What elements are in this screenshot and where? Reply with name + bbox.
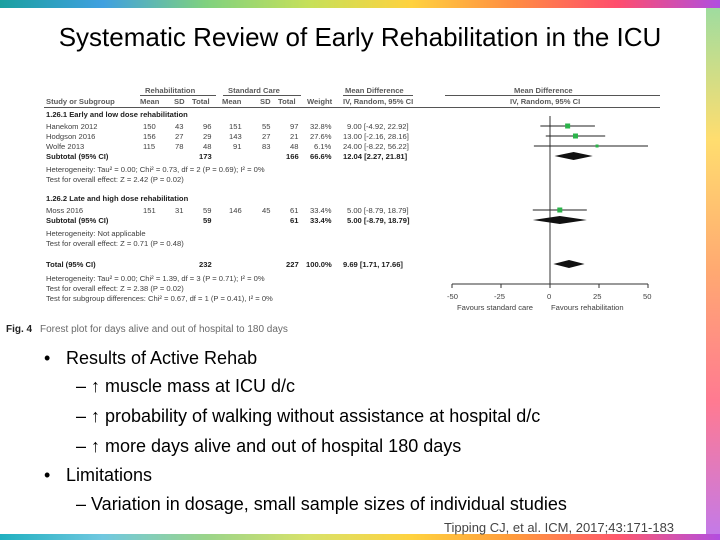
study-sd-std: 27	[262, 132, 271, 141]
subtotal-weight: 33.4%	[310, 216, 332, 225]
bullet-text: Limitations	[66, 465, 153, 485]
study-ci: 5.00 [-8.79, 18.79]	[347, 206, 409, 215]
study-ci: 9.00 [-4.92, 22.92]	[347, 122, 409, 131]
citation: Tipping CJ, et al. ICM, 2017;43:171-183	[444, 520, 675, 535]
sub-bullet-item: – ↑ muscle mass at ICU d/c	[76, 376, 296, 396]
study-sd-std: 45	[262, 206, 271, 215]
subgroup-label: 1.26.2 Late and high dose rehabilitation	[46, 194, 189, 203]
slide-title: Systematic Review of Early Rehabilitation in the ICU	[58, 22, 662, 52]
study-point	[565, 124, 570, 129]
study-n-rehab: 29	[203, 132, 212, 141]
col-total-rehab: Total	[192, 97, 210, 106]
subtotal-label: Subtotal (95% CI)	[46, 152, 109, 161]
pooled-diamond	[533, 216, 587, 224]
study-name: Hodgson 2016	[46, 132, 96, 141]
study-n-rehab: 48	[203, 142, 212, 151]
col-study: Study or Subgroup	[46, 97, 115, 106]
col-mean-rehab: Mean	[140, 97, 160, 106]
total-label: Total (95% CI)	[46, 260, 96, 269]
subtotal-label: Subtotal (95% CI)	[46, 216, 109, 225]
header-standard-care: Standard Care	[228, 86, 280, 95]
bullet-item	[44, 348, 257, 369]
pooled-diamond	[553, 260, 584, 268]
col-ci: IV, Random, 95% CI	[343, 97, 414, 106]
study-weight: 33.4%	[310, 206, 332, 215]
study-weight: 6.1%	[314, 142, 332, 151]
study-mean-rehab: 150	[143, 122, 156, 131]
study-n-std: 97	[290, 122, 299, 131]
study-ci: 13.00 [-2.16, 28.16]	[343, 132, 409, 141]
subgroup-differences-text: Test for subgroup differences: Chi² = 0.67, df = 1 (P = 0.41), I² = 0%	[46, 294, 273, 303]
forest-plot-figure	[0, 76, 720, 344]
header-rehabilitation: Rehabilitation	[145, 86, 196, 95]
col-mean-std: Mean	[222, 97, 242, 106]
bullet-text: Results of Active Rehab	[66, 348, 258, 368]
study-sd-std: 83	[262, 142, 271, 151]
axis-tick-label: -25	[494, 292, 505, 301]
col-ci-plot: IV, Random, 95% CI	[510, 97, 581, 106]
heterogeneity-text: Heterogeneity: Tau² = 0.00; Chi² = 1.39, df = 3 (P = 0.71); I² = 0%	[46, 274, 265, 283]
subtotal-n-rehab: 59	[203, 216, 212, 225]
sub-bullet-item: – Variation in dosage, small sample sizes of individual studies	[76, 494, 567, 514]
total-n-std: 227	[286, 260, 299, 269]
overall-effect-text: Test for overall effect: Z = 2.38 (P = 0.02)	[46, 284, 184, 293]
subtotal-n-rehab: 173	[199, 152, 212, 161]
study-weight: 32.8%	[310, 122, 332, 131]
subtotal-ci: 12.04 [2.27, 21.81]	[343, 152, 408, 161]
study-sd-std: 55	[262, 122, 271, 131]
axis-tick-label: 25	[593, 292, 602, 301]
bullet-dot-icon: •	[44, 348, 51, 368]
top-rainbow-bar	[0, 0, 720, 8]
study-ci: 24.00 [-8.22, 56.22]	[343, 142, 409, 151]
axis-tick-label: 50	[643, 292, 652, 301]
total-n-rehab: 232	[199, 260, 212, 269]
favours-left-label: Favours standard care	[457, 303, 533, 312]
col-total-std: Total	[278, 97, 296, 106]
study-n-std: 61	[290, 206, 299, 215]
study-weight: 27.6%	[310, 132, 332, 141]
study-mean-std: 143	[229, 132, 242, 141]
study-name: Wolfe 2013	[46, 142, 85, 151]
header-mean-difference: Mean Difference	[345, 86, 404, 95]
pooled-diamond	[554, 152, 592, 160]
sub-bullet-item: – ↑ probability of walking without assistance at hospital d/c	[76, 406, 541, 426]
study-name: Hanekom 2012	[46, 122, 98, 131]
figure-label: Fig. 4	[6, 324, 33, 335]
study-point	[573, 134, 578, 139]
sub-bullet-item: – ↑ more days alive and out of hospital 180 days	[76, 436, 462, 456]
study-mean-std: 146	[229, 206, 242, 215]
study-mean-rehab: 151	[143, 206, 156, 215]
overall-effect-text: Test for overall effect: Z = 0.71 (P = 0.48)	[46, 239, 184, 248]
axis-tick-label: 0	[547, 292, 552, 301]
col-weight: Weight	[307, 97, 333, 106]
subtotal-weight: 66.6%	[310, 152, 332, 161]
heterogeneity-text: Heterogeneity: Tau² = 0.00; Chi² = 0.73, df = 2 (P = 0.69); I² = 0%	[46, 165, 265, 174]
axis-tick-label: -50	[447, 292, 458, 301]
total-weight: 100.0%	[306, 260, 332, 269]
study-mean-rehab: 156	[143, 132, 156, 141]
study-n-rehab: 96	[203, 122, 212, 131]
study-sd-rehab: 27	[175, 132, 184, 141]
subtotal-n-std: 166	[286, 152, 299, 161]
heterogeneity-text: Heterogeneity: Not applicable	[46, 229, 146, 238]
study-mean-std: 151	[229, 122, 242, 131]
study-sd-rehab: 31	[175, 206, 184, 215]
header-mean-difference-plot: Mean Difference	[514, 86, 573, 95]
subtotal-ci: 5.00 [-8.79, 18.79]	[347, 216, 410, 225]
study-sd-rehab: 43	[175, 122, 184, 131]
favours-right-label: Favours rehabilitation	[551, 303, 624, 312]
bullet-item	[44, 465, 152, 486]
study-n-std: 48	[290, 142, 299, 151]
study-n-std: 21	[290, 132, 299, 141]
total-ci: 9.69 [1.71, 17.66]	[343, 260, 403, 269]
study-name: Moss 2016	[46, 206, 84, 215]
study-mean-std: 91	[233, 142, 242, 151]
subtotal-n-std: 61	[290, 216, 299, 225]
study-point	[557, 208, 562, 213]
col-sd-rehab: SD	[174, 97, 185, 106]
study-point	[596, 145, 599, 148]
overall-effect-text: Test for overall effect: Z = 2.42 (P = 0.02)	[46, 175, 184, 184]
study-mean-rehab: 115	[143, 142, 156, 151]
bullet-dot-icon: •	[44, 465, 51, 485]
col-sd-std: SD	[260, 97, 271, 106]
figure-caption: Forest plot for days alive and out of hospital to 180 days	[40, 324, 288, 335]
study-n-rehab: 59	[203, 206, 212, 215]
subgroup-label: 1.26.1 Early and low dose rehabilitation	[46, 110, 188, 119]
study-sd-rehab: 78	[175, 142, 184, 151]
